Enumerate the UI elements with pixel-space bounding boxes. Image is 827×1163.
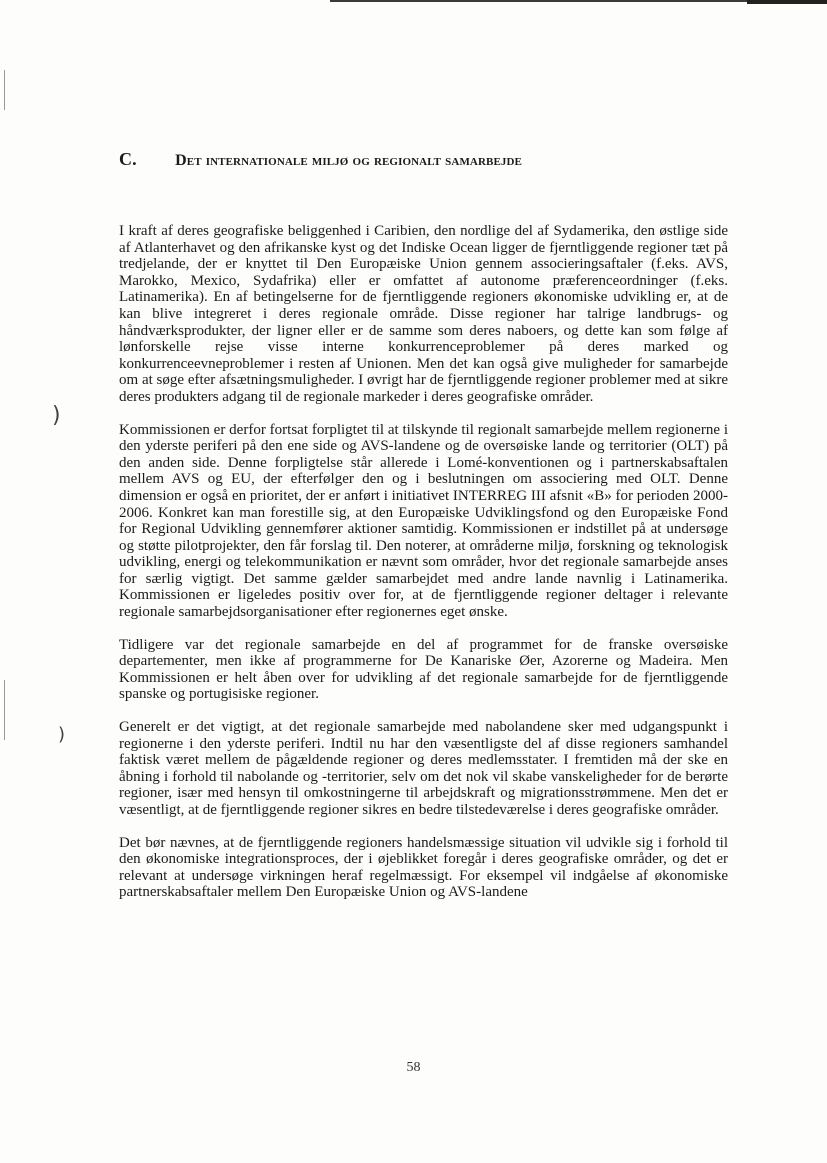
scan-bracket-mark: ) [58,724,66,745]
scan-left-edge [4,680,5,740]
paragraph: Kommissionen er derfor fortsat forpligtet til at tilskynde til regionalt samarbejde mellem regionerne i den yderste periferi på den ene side og AVS-landene og de oversøiske lande og territorier (OLT) på den anden side. Denne forpligtelse står allerede i Lomé-konventionen og i partnerskabsaftalen mellem AVS og EU, der efterfølger den og i beslutningen om associering med OLT. Denne dimension er også en prioritet, der er anført i initiativet INTERREG III afsnit «B» for perioden 2000-2006. Konkret kan man forestille sig, at den Europæiske Udviklingsfond og den Europæiske Fond for Regional Udvikling gennemfører aktioner samtidig. Kommissionen er indstillet på at undersøge og støtte pilotprojekter, den får forslag til. Den noterer, at områderne miljø, forskning og teknologisk udvikling, energi og telekommunikation er nævnt som områder, hvor det regionale samarbejde anses for særlig vigtigt. Det samme gælder samarbejdet med andre lande navnlig i Latinamerika. Kommissionen er ligeledes positiv over for, at de fjerntliggende regioner deltager i relevante regionale samarbejdsorganisationer efter regionernes eget ønske. [119,421,728,621]
scan-edge-mark [747,0,827,4]
paragraph: Generelt er det vigtigt, at det regionale samarbejde med nabolandene sker med udgangspunkt i regionerne i den yderste periferi. Indtil nu har den væsentligste del af disse regioners samhandel faktisk været mellem de pågældende regioner og deres medlemsstater. I fremtiden må der ske en åbning i forhold til nabolande og -territorier, selv om det nok vil skabe vanskeligheder for de berørte regioner, især med hensyn til omkostningerne til arbejdskraft og migrationsstrømmene. Men det er væsentligt, at de fjerntliggende regioner sikres en bedre tilstedeværelse i deres geografiske områder. [119,719,728,818]
section-title: Det internationale miljø og regionalt samarbejde [175,152,522,169]
paragraph: Det bør nævnes, at de fjerntliggende regioners handelsmæssige situation vil udvikle sig i forhold til den økonomiske integrationsproces, der i øjeblikket foregår i deres geografiske områder, og det er relevant at undersøge virkningen heraf regelmæssigt. For eksempel vil indgåelse af økonomiske partnerskabsaftaler mellem Den Europæiske Union og AVS-landene [119,834,728,901]
paragraph: I kraft af deres geografiske beliggenhed i Caribien, den nordlige del af Sydamerika, den østlige side af Atlanterhavet og den afrikanske kyst og det Indiske Ocean ligger de fjerntliggende regioner tæt på tredjelande, der er knyttet til Den Europæiske Union gennem associeringsaftaler (f.eks. AVS, Marokko, Mexico, Sydafrika) eller er omfattet af autonome præferenceordninger (f.eks. Latinamerika). En af betingelserne for de fjerntliggende regioners økonomiske udvikling er, at de kan blive integreret i deres regionale område. Disse regioner har talrige landbrugs- og håndværksprodukter, der ligner eller er de samme som deres naboers, og dette kan som følge af lønforskelle rejse visse interne konkurrenceproblemer på deres marked og konkurrenceevneproblemer i resten af Unionen. Men det kan også give muligheder for samarbejde om at søge efter afsætningsmuligheder. I øvrigt har de fjerntliggende regioner problemer med at sikre deres produkters adgang til de regionale markeder i deres geografiske områder. [119,223,728,405]
document-body [119,223,728,917]
scan-left-edge [4,70,5,110]
section-heading [119,149,739,170]
paragraph: Tidligere var det regionale samarbejde en del af programmet for de franske oversøiske departementer, men ikke af programmerne for De Kanariske Øer, Azorerne og Madeira. Men Kommissionen er helt åben over for udvikling af det regionale samarbejde for de fjerntliggende spanske og portugisiske regioner. [119,636,728,703]
page-number: 58 [406,1060,421,1075]
section-number: C. [119,149,137,169]
scan-bracket-mark: ) [52,403,61,428]
